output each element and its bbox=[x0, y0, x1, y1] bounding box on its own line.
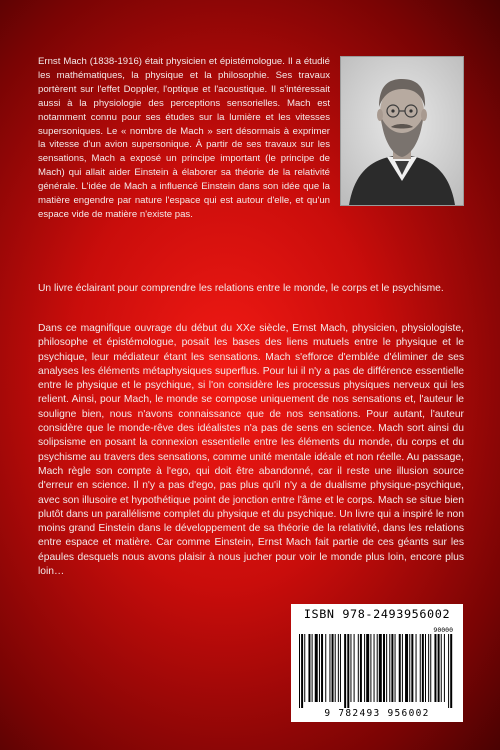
barcode-bar bbox=[420, 634, 421, 702]
barcode-bar bbox=[389, 634, 390, 702]
barcode-bar bbox=[386, 634, 387, 702]
barcode-bar bbox=[374, 634, 375, 702]
barcode-bar bbox=[438, 634, 440, 702]
barcode-bar bbox=[399, 634, 401, 702]
barcode-bar bbox=[428, 634, 429, 702]
barcode-bar bbox=[312, 634, 313, 702]
author-portrait bbox=[340, 56, 464, 206]
barcode-bar bbox=[450, 634, 452, 708]
barcode-bar bbox=[366, 634, 369, 702]
barcode-bar bbox=[329, 634, 330, 702]
barcode-bar bbox=[301, 634, 303, 708]
barcode-bar bbox=[364, 634, 365, 702]
barcode-bar bbox=[383, 634, 385, 702]
tagline: Un livre éclairant pour comprendre les relations entre le monde, le corps et le psychisme. bbox=[38, 283, 444, 294]
barcode-bars bbox=[297, 634, 457, 708]
barcode-bar bbox=[332, 634, 334, 702]
barcode-bar bbox=[402, 634, 403, 702]
barcode-bar bbox=[299, 634, 300, 708]
barcode-bar bbox=[360, 634, 362, 702]
isbn-barcode bbox=[291, 604, 463, 722]
barcode-bar bbox=[308, 634, 310, 702]
price-code: 90000 bbox=[433, 626, 453, 634]
barcode-bar bbox=[391, 634, 393, 702]
book-description: Dans ce magnifique ouvrage du début du XXe siècle, Ernst Mach, physicien, physiologiste, philosophe et épistémologue, posait les bases des liens mutuels entre le physique et le psychique, leur médiateur étant les sensations. Mach s'efforce d'emblée d'éliminer de ses analyses les éléments métaphysiques superflus. Pour lui il n'y a pas de différence essentielle entre le physique et le psychique, si l'on considère les processus physiques nerveux qui les relient. Ainsi, pour Mach, le monde se compose uniquement de nos sensations et, l'auteur le souligne bien, nous n'avons connaissance que de nos sensations. Pour autant, l'auteur considère que le monde-rêve des idéalistes n'a pas de sens en science. Mach sort ainsi du solipsisme en posant la connexion essentielle entre les éléments du monde, du corps et du psychisme au travers des sensations, comme unité mentale idéale et non réelle. Au passage, Mach règle son compte à l'ego, qui doit être abandonné, car il reste une illusion source d'erreur en science. Il n'y a pas d'ego, pas plus qu'il n'y a de dualisme physique-psychique, avec son illusoire et hypothétique point de jonction entre l'âme et le corps. Mach se situe bien plutôt dans un parallélisme complet du physique et du psychique. Un livre qui a inspiré le non moins grand Einstein dans le développement de sa théorie de la relativité, dans les relations entre espace et matière. Car comme Einstein, Ernst Mach fait partie de ces géants sur les épaules desquels nous avons plaisir à nous jucher pour voir le monde plus loin, encore plus loin… bbox=[38, 323, 464, 578]
barcode-bar bbox=[422, 634, 424, 702]
barcode-bar bbox=[395, 634, 396, 702]
barcode-bar bbox=[347, 634, 349, 708]
barcode-bar bbox=[354, 634, 355, 702]
barcode-bar bbox=[379, 634, 382, 702]
barcode-bar bbox=[430, 634, 431, 702]
barcode-bar bbox=[370, 634, 371, 702]
barcode-bar bbox=[405, 634, 408, 702]
barcode-bar bbox=[425, 634, 426, 702]
isbn-label: ISBN 978-2493956002 bbox=[303, 607, 451, 621]
barcode-digits: 9 782493 956002 bbox=[324, 708, 430, 719]
barcode-bar bbox=[416, 634, 417, 702]
barcode-bar bbox=[441, 634, 442, 702]
barcode-bar bbox=[409, 634, 410, 702]
barcode-bar bbox=[319, 634, 320, 702]
barcode-bar bbox=[434, 634, 436, 702]
barcode-bar bbox=[344, 634, 346, 708]
barcode-bar bbox=[321, 634, 323, 702]
barcode-bar bbox=[304, 634, 305, 702]
barcode-bar bbox=[325, 634, 326, 702]
barcode-bar bbox=[340, 634, 341, 702]
author-bio: Ernst Mach (1838-1916) était physicien et épistémologue. Il a étudié les mathématiques, la physique et la philosophie. Ses travaux portèrent sur l'effet Doppler, l'optique et l'acoustique. Il s'intéressait aussi à la physiologie des perceptions sensorielles. Mach est notamment connu pour ses études sur la lumière et les vitesses supersoniques. Le « nombre de Mach » sert désormais à exprimer la vitesse d'un avion supersonique. À partir de ses travaux sur les sensations, Mach a exposé un principe important (le principe de Mach) qui allait aider Einstein à élaborer sa théorie de la relativité générale. L'idée de Mach a influencé Einstein dans son idée que la matière engendre par nature l'espace qui est autour d'elle, et qu'un espace vide de matière n'existe pas. bbox=[38, 56, 330, 220]
barcode-bar bbox=[448, 634, 449, 708]
barcode-bar bbox=[350, 634, 351, 702]
barcode-bar bbox=[377, 634, 378, 702]
barcode-bar bbox=[338, 634, 339, 702]
barcode-bar bbox=[315, 634, 318, 702]
barcode-bar bbox=[444, 634, 445, 702]
barcode-bar bbox=[411, 634, 413, 702]
barcode-bar bbox=[358, 634, 359, 702]
barcode-bar bbox=[335, 634, 336, 702]
